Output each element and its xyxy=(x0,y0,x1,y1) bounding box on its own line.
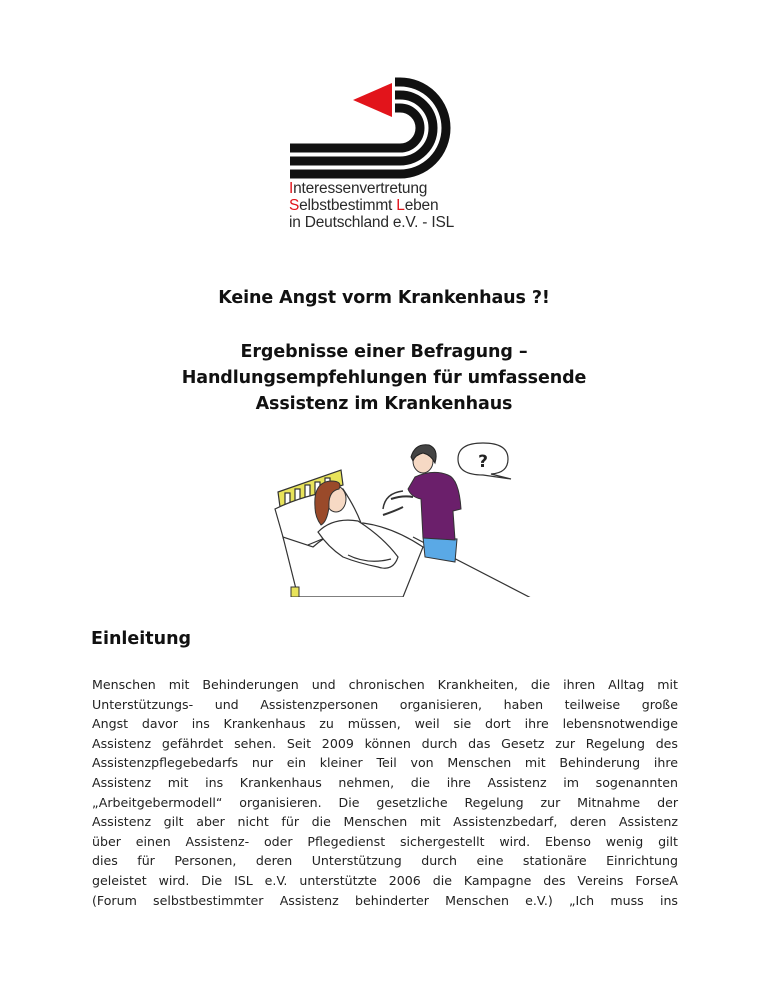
subtitle-line: Handlungsempfehlungen für umfassende xyxy=(181,368,587,388)
logo-arrow-icon xyxy=(353,83,392,117)
body-line: geleistet wird. Die ISL e.V. unterstützte 2006 die Kampagne des Vereins ForseA xyxy=(92,872,678,888)
logo-text xyxy=(289,180,454,231)
caregiver-shirt xyxy=(408,472,461,540)
body-line: (Forum selbstbestimmter Assistenz behinderter Menschen e.V.) „Ich muss ins xyxy=(92,892,678,908)
body-line: über einen Assistenz- oder Pflegedienst sichergestellt wird. Ebenso wenig gilt xyxy=(92,833,678,849)
body-line: Menschen mit Behinderungen und chronischen Krankheiten, die ihren Alltag mit xyxy=(92,677,678,692)
logo-line-2: Selbstbestimmt Leben xyxy=(289,197,439,214)
body-line: Angst davor ins Krankenhaus zu müssen, weil sie dort ihre lebensnotwendige xyxy=(92,716,678,732)
caregiver-pants xyxy=(423,537,457,562)
section-heading: Einleitung xyxy=(91,629,192,649)
subtitle-line: Assistenz im Krankenhaus xyxy=(255,394,513,414)
body-line: dies für Personen, deren Unterstützung durch eine stationäre Einrichtung xyxy=(92,853,678,869)
body-line: Assistenz mit ins Krankenhaus nehmen, die ihre Assistenz im sogenannten xyxy=(92,774,678,790)
bed-leg xyxy=(291,587,299,597)
hospital-illustration xyxy=(243,437,533,597)
body-line: Assistenz gefährdet sehen. Seit 2009 können durch das Gesetz zur Regelung des xyxy=(92,735,678,751)
document-title: Keine Angst vorm Krankenhaus ?! xyxy=(218,288,550,308)
document-subtitle xyxy=(0,339,768,417)
speech-bubble xyxy=(458,443,511,479)
logo-line-1: Interessenvertretung xyxy=(289,180,428,197)
body-line: Assistenz gilt aber nicht für die Menschen mit Assistenzbedarf, deren Assistenz xyxy=(92,814,678,830)
logo-line-3: in Deutschland e.V. - ISL xyxy=(289,214,455,231)
gesture-arrow-icon xyxy=(383,491,403,509)
subtitle-line: Ergebnisse einer Befragung – xyxy=(240,342,528,362)
section-body xyxy=(92,675,678,910)
logo-stripe-inner xyxy=(290,108,420,148)
body-line: Unterstützungs- und Assistenzpersonen organisieren, haben teilweise große xyxy=(92,696,678,712)
body-line: „Arbeitgebermodell“ organisieren. Die gesetzliche Regelung zur Mitnahme der xyxy=(92,794,678,810)
speech-bubble-text: ? xyxy=(478,452,488,472)
body-line: Assistenzpflegebedarfs nur ein kleiner Teil von Menschen mit Behinderung ihre xyxy=(92,755,678,771)
